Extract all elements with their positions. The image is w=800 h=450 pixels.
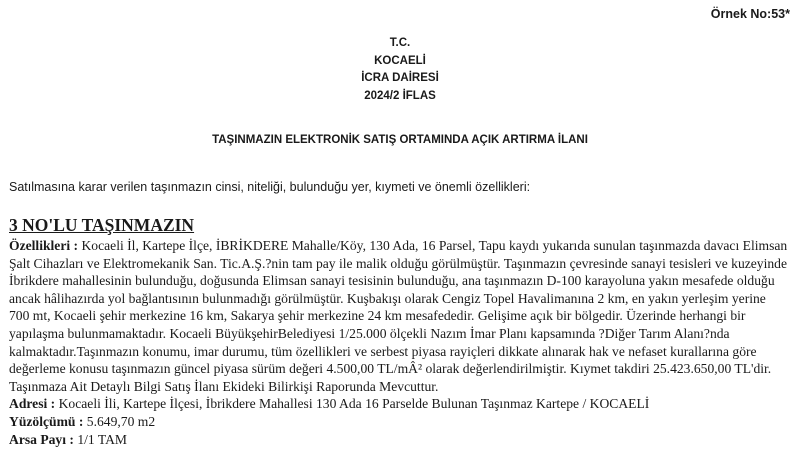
intro-text: Satılmasına karar verilen taşınmazın cinsi, niteliği, bulunduğu yer, kıymeti ve önemli özellikleri: <box>9 180 531 194</box>
property-details <box>9 237 789 448</box>
area-value: 5.649,70 m2 <box>83 413 156 429</box>
land-share-paragraph <box>9 431 789 449</box>
features-value: Kocaeli İl, Kartepe İlçe, İBRİKDERE Mahalle/Köy, 130 Ada, 16 Parsel, Tapu kaydı yukarıda sunulan taşınmazda davacı Elimsan Şalt Cihazları ve Elektromekanik San. Tic.A.Ş.?nin tam pay ile malik olduğu görülmüştür. Taşınmazın çevresinde sanayi tesisleri ve kuzeyinde İbrikdere mahallesinin bulunduğu, doğusunda Elimsan sanayi tesisinin bulunduğu, ana taşınmazın D-100 karayoluna yakın mesafede olduğu ancak hâlihazırda yol bağlantısının bulunmadığı görülmüştür. Kuşbakışı olarak Cengiz Topel Havalimanına 2 km, en yakın yerleşim yerine 700 mt, Kocaeli şehir merkezine 16 km, Sakarya şehir merkezine 24 km mesafededir. Gelişime açık bir bölgedir. Üzerinde herhangi bir yapılaşma bulunmamaktadır. Kocaeli BüyükşehirBelediyesi 1/25.000 ölçekli Nazım İmar Planı kapsamında ?Diğer Tarım Alanı?nda kalmaktadır.Taşınmazın konumu, imar durumu, tüm özellikleri ve serbest piyasa rayiçleri dikkate alınarak hak ve nefaset kurallarına göre değerleme konusu taşınmazın güncel piyasa sürüm değeri 4.500,00 TL/mÂ² olarak değerlendirilmiştir. Kıymet takdiri 25.423.650,00 TL'dir. Taşınmaza Ait Detaylı Bilgi Satış İlanı Ekideki Bilirkişi Raporunda Mevcuttur. <box>9 238 788 394</box>
document-header <box>0 35 800 105</box>
features-label: Özellikleri : <box>9 238 79 253</box>
header-city: KOCAELİ <box>374 54 426 67</box>
land-share-value: 1/1 TAM <box>73 431 127 447</box>
area-label: Yüzölçümü : <box>9 413 84 429</box>
area-paragraph <box>9 413 789 431</box>
address-value: Kocaeli İli, Kartepe İlçesi, İbrikdere Mahallesi 130 Ada 16 Parselde Bulunan Taşınmaz Kartepe / KOCAELİ <box>55 396 650 412</box>
address-label: Adresi : <box>9 396 56 412</box>
address-paragraph <box>9 395 789 413</box>
sample-number: Örnek No:53* <box>710 7 790 21</box>
land-share-label: Arsa Payı : <box>9 431 74 447</box>
header-tc: T.C. <box>389 37 411 49</box>
section-title: 3 NO'LU TAŞINMAZIN <box>9 215 195 235</box>
header-case-number: 2024/2 İFLAS <box>364 89 436 102</box>
header-office: İCRA DAİRESİ <box>361 72 439 84</box>
features-paragraph <box>9 237 789 395</box>
announcement-title: TAŞINMAZIN ELEKTRONİK SATIŞ ORTAMINDA AÇIK ARTIRMA İLANI <box>212 134 588 146</box>
